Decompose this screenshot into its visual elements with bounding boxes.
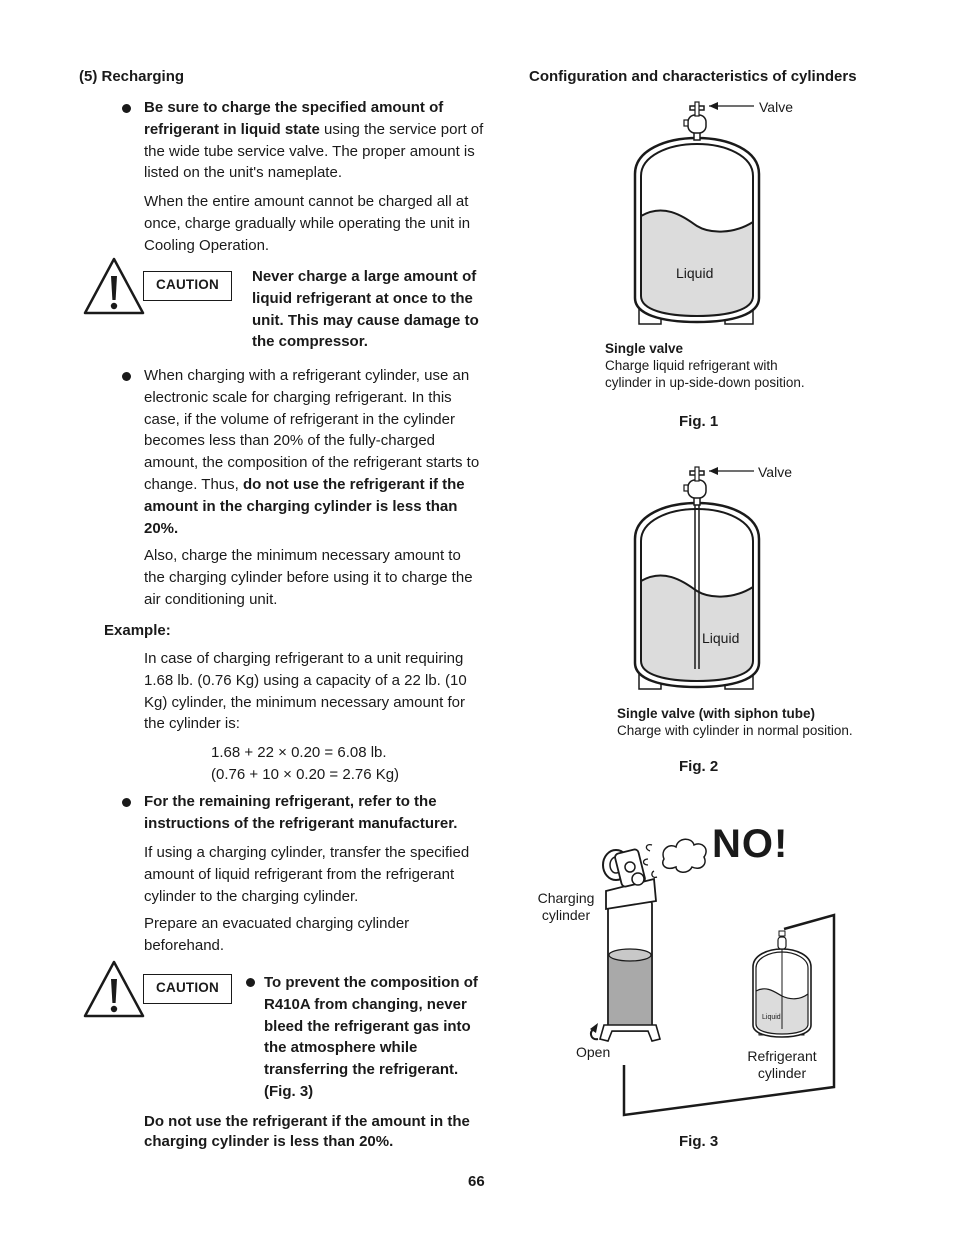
fig1-caption-line1: Charge liquid refrigerant with — [605, 358, 778, 373]
open-label: Open — [576, 1044, 611, 1060]
charging-cylinder-label-line1: Charging — [537, 890, 595, 906]
caution-label: CAUTION — [143, 974, 232, 1004]
bullet2-bold: do not use the refrigerant if the amount in the charging cylinder is less than 20%. — [144, 475, 465, 537]
refrigerant-cylinder-label-line2: cylinder — [757, 1065, 807, 1081]
para1: When the entire amount cannot be charged all at once, charge gradually while operating the unit in Cooling Operation. — [144, 193, 471, 254]
fig2-liquid-label: Liquid — [702, 630, 740, 646]
caution2-text: To prevent the composition of R410A from changing, never bleed the refrigerant gas into the atmosphere while transferring the refrigerant. (Fig. 3) — [264, 974, 478, 1100]
caution1-text: Never charge a large amount of liquid refrigerant at once to the unit. This may cause damage to the compressor. — [252, 268, 479, 351]
bullet1-normal: using the service port of the wide tube service valve. The proper amount is listed on the unit's nameplate. — [144, 120, 484, 182]
charging-cylinder-icon — [590, 849, 660, 1041]
bullet-icon — [122, 372, 131, 381]
page-number: 66 — [468, 1173, 485, 1190]
fig1-caption-title: Single valve — [605, 341, 684, 356]
fig1-liquid-label: Liquid — [676, 265, 714, 281]
warning-triangle-icon — [82, 256, 146, 316]
bullet-icon — [122, 104, 131, 113]
fig2-cylinder — [630, 463, 770, 695]
no-warning-text: NO! — [712, 822, 789, 866]
fig1-label: Fig. 1 — [679, 413, 719, 430]
fig1-valve-label: Valve — [759, 99, 793, 115]
bullet-icon — [246, 978, 255, 987]
bullet1-text — [144, 97, 489, 184]
para2: Also, charge the minimum necessary amount to the charging cylinder before using it to charge the air conditioning unit. — [144, 547, 473, 608]
warning-triangle-icon — [82, 959, 146, 1019]
bullet1-bold: Be sure to charge the specified amount of refrigerant in liquid state — [144, 99, 444, 138]
fig2-valve-label: Valve — [758, 464, 792, 480]
section-title: (5) Recharging — [79, 68, 185, 85]
formula-kg: (0.76 + 10 × 0.20 = 2.76 Kg) — [211, 766, 400, 783]
right-title: Configuration and characteristics of cylinders — [529, 68, 857, 85]
fig1-caption-line2: cylinder in up-side-down position. — [605, 375, 805, 390]
bullet2-normal: When charging with a refrigerant cylinder, use an electronic scale for charging refrigerant. In this case, if the volume of refrigerant in the cylinder becomes less than 20% of the fully-charged amount, the composition of the refrigerant starts to change. Thus, — [144, 367, 480, 493]
fig2-caption-line1: Charge with cylinder in normal position. — [617, 723, 853, 738]
para4: Prepare an evacuated charging cylinder beforehand. — [144, 915, 410, 954]
example-text: In case of charging refrigerant to a unit requiring 1.68 lb. (0.76 Kg) using a capacity of a 22 lb. (10 Kg) cylinder, the minimum necessary amount for the cylinder is: — [144, 650, 467, 733]
bullet2-text — [144, 365, 489, 539]
caution-label: CAUTION — [143, 271, 232, 301]
fig3-liquid-label: Liquid — [762, 1014, 781, 1021]
bullet-icon — [122, 798, 131, 807]
fig3-label: Fig. 3 — [679, 1133, 719, 1150]
refrigerant-cylinder-label-line1: Refrigerant — [747, 1048, 817, 1064]
gas-puff-icon — [644, 839, 707, 877]
fig2-caption-title: Single valve (with siphon tube) — [617, 706, 816, 721]
formula-lb: 1.68 + 22 × 0.20 = 6.08 lb. — [211, 744, 387, 761]
fig2-label: Fig. 2 — [679, 758, 719, 775]
final-warning: Do not use the refrigerant if the amount in the charging cylinder is less than 20%. — [144, 1113, 470, 1150]
fig1-cylinder — [630, 98, 770, 330]
para3: If using a charging cylinder, transfer the specified amount of liquid refrigerant from the refrigerant cylinder to the charging cylinder. — [144, 844, 470, 905]
example-label: Example: — [104, 622, 171, 639]
charging-cylinder-label-line2: cylinder — [541, 907, 591, 923]
bullet3-text: For the remaining refrigerant, refer to the instructions of the refrigerant manufacturer. — [144, 793, 458, 832]
